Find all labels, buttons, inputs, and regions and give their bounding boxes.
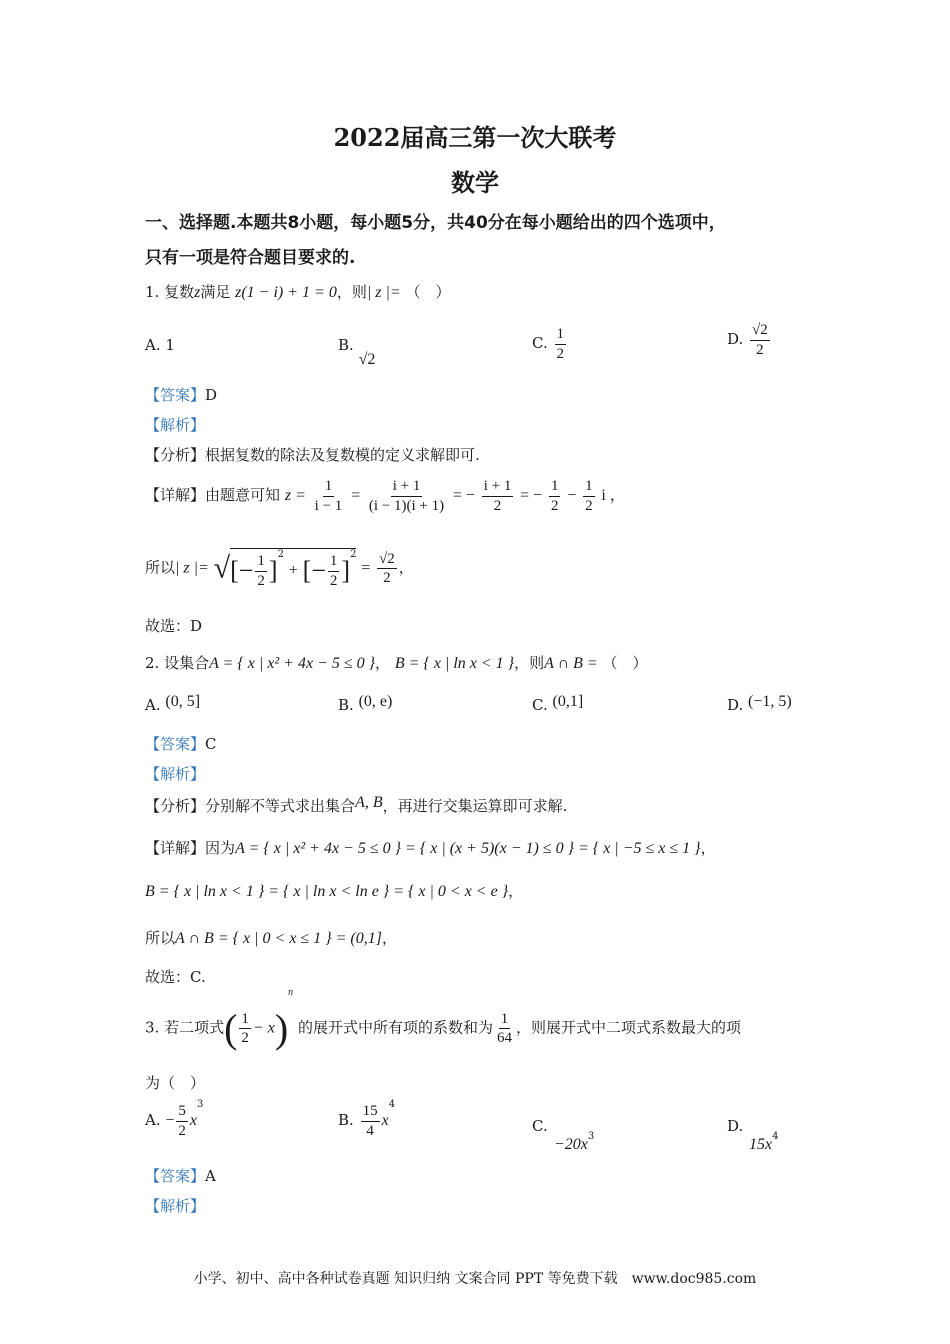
q1-option-d-fraction <box>750 322 770 358</box>
q1-analysis: 【分析】根据复数的除法及复数模的定义求解即可. <box>145 446 480 464</box>
q1-detail-eq1: = <box>351 487 361 504</box>
q1-option-d-num: √2 <box>750 322 770 341</box>
q2-analysis-tag: 【解析】 <box>145 765 206 783</box>
q1-detail-frac5-den: 2 <box>585 497 593 514</box>
q1-detail-minus: − <box>567 487 577 504</box>
q2-b-eq: B = { x | ln x < 1 } = { x | ln x < ln e } = { x | 0 < x < e } <box>145 883 509 900</box>
q2-option-b-value: (0, e) <box>358 693 393 710</box>
q3-option-d-value: 15x <box>749 1136 773 1153</box>
q1-detail: 【详解】由题意可知 z = $\frac{1}{i - 1}$ = $\frac{i + 1}{(i - 1)(i + 1)}$ = − $\frac{i + 1}{2}$ = − $\frac{1}{2}$ − $\frac{1}{2}$ i ， <box>145 478 626 514</box>
q1-mod-sq-a: 2 <box>277 549 284 560</box>
q1-detail-frac1-num: 1 <box>323 478 335 497</box>
q1-detail-frac1 <box>313 478 345 514</box>
q1-detail-eq2: = − <box>452 487 475 504</box>
sqrt-icon: √ <box>213 551 231 585</box>
q1-var: z <box>194 284 201 301</box>
q2-option-c-label: C. <box>532 696 548 714</box>
q3-tail: ，则展开式中二项式系数最大的项 <box>515 1018 741 1037</box>
q3-analysis-label: 解析 <box>160 1197 191 1215</box>
q1-option-c-den: 2 <box>556 345 564 362</box>
q2-analysis: 【分析】分别解不等式求出集合A, B，再进行交集运算即可求解. <box>145 794 568 815</box>
q3-option-a-label: A. <box>145 1111 161 1129</box>
q1-answer-value: D <box>205 386 218 404</box>
q1-detail-eq3: = − <box>520 487 543 504</box>
q2-analysis-tail: ，再进行交集运算即可求解. <box>382 797 568 815</box>
q1-modulus-eq: | z |= <box>175 559 209 577</box>
q1-option-d <box>727 322 772 358</box>
q1-option-c <box>532 326 568 362</box>
q1-analysis-heading: 分析 <box>160 446 191 464</box>
q3-option-a-den: 2 <box>178 1122 186 1139</box>
q1-analysis-tag: 【解析】 <box>145 416 206 434</box>
q1-stem <box>145 281 450 302</box>
page-title: 2022届高三第一次大联考 <box>333 123 617 152</box>
q1-mod-frac-a-den: 2 <box>257 572 265 589</box>
q3-stem-line2: 为（ ） <box>145 1074 206 1092</box>
q2-inter-tail: ， <box>381 929 397 947</box>
q2-option-d-value: (−1, 5) <box>748 693 792 710</box>
q3-option-a <box>145 1099 204 1139</box>
q1-mod-result-num: √2 <box>377 551 397 570</box>
q3-option-b-den: 4 <box>366 1122 374 1139</box>
subject-title: 数学 <box>451 168 499 197</box>
q3-binom-den: 2 <box>241 1030 249 1046</box>
q1-mod-frac-b-num: 1 <box>328 553 340 572</box>
q2-b-line <box>145 880 523 901</box>
q3-option-c-label: C. <box>532 1117 548 1135</box>
q2-comma: ， <box>375 654 391 672</box>
q2-detail-tail: ， <box>700 839 716 857</box>
q2-ask: A ∩ B = <box>544 655 598 672</box>
q1-option-b-value: √2 <box>358 351 376 368</box>
q1-detail-frac5-num: 1 <box>583 478 595 497</box>
q2-option-c <box>532 693 584 715</box>
q1-detail-frac3-num: i + 1 <box>482 478 514 497</box>
q3-option-d-label: D. <box>727 1117 744 1135</box>
q3-option-b-label: B. <box>338 1111 354 1129</box>
q3-option-b-x: x <box>381 1112 389 1129</box>
q2-stem <box>145 652 647 673</box>
q2-inter-eq: A ∩ B = { x | 0 < x ≤ 1 } = (0,1] <box>175 930 382 947</box>
q3-mid: 的展开式中所有项的系数和为 <box>297 1018 493 1037</box>
q2-paren: （ ） <box>602 654 648 672</box>
q2-answer-value: C <box>205 735 217 753</box>
section-heading-line2: 只有一项是符合题目要求的. <box>145 248 356 268</box>
q2-analysis-label: 解析 <box>160 765 191 783</box>
q3-sum-den: 64 <box>496 1030 512 1046</box>
q3-binom-num: 1 <box>239 1011 251 1030</box>
q3-option-d <box>727 1117 778 1154</box>
q3-option-b-frac <box>361 1103 380 1139</box>
q3-option-a-num: 5 <box>176 1103 188 1122</box>
q1-detail-frac2 <box>367 478 446 514</box>
q3-binom-exp: n <box>288 987 294 998</box>
q3-answer-value: A <box>205 1167 216 1185</box>
q3-option-b-exp: 4 <box>388 1099 396 1110</box>
q2-option-d <box>727 693 792 715</box>
q1-detail-frac4-num: 1 <box>549 478 561 497</box>
q2-option-a <box>145 693 201 715</box>
q1-mod-tail: ， <box>398 558 414 577</box>
q1-ask: | z |= <box>366 284 401 301</box>
q3-sum-num: 1 <box>499 1011 511 1030</box>
q3-option-c <box>532 1117 594 1154</box>
q1-analysis-label: 解析 <box>160 416 191 434</box>
q2-option-a-label: A. <box>145 696 161 714</box>
q2-option-c-value: (0,1] <box>552 693 584 710</box>
q2-option-d-label: D. <box>727 696 744 714</box>
q1-option-d-den: 2 <box>756 341 764 358</box>
q2-detail: 【详解】因为A = { x | x² + 4x − 5 ≤ 0 } = { x | (x + 5)(x − 1) ≤ 0 } = { x | −5 ≤ x ≤ 1 }， <box>145 839 716 857</box>
q1-modulus: 所以| z |= √[− $\frac{1}{2}$ ]$^2$ + [− $\frac{1}{2}$ ]$^2$ = $\frac{√2}{2}$ ， <box>145 549 414 589</box>
q3-option-b-num: 15 <box>361 1103 380 1122</box>
q1-option-c-fraction <box>555 326 567 362</box>
q1-detail-frac4-den: 2 <box>550 497 559 514</box>
q1-condition: z(1 − i) + 1 = 0 <box>235 284 337 301</box>
q2-setB: B = { x | ln x < 1 } <box>394 655 515 672</box>
q3-option-a-sign: − <box>165 1112 175 1129</box>
q3-option-c-exp: 3 <box>587 1131 595 1142</box>
q2-option-b <box>338 693 393 715</box>
q2-intersection <box>145 927 397 948</box>
q2-answer-label: 答案 <box>160 735 191 753</box>
q2-choose: 故选：C. <box>145 968 206 986</box>
q1-detail-prefix: 由题意可知 <box>205 486 281 504</box>
q3-answer: 【答案】A <box>145 1167 216 1185</box>
q2-answer: 【答案】C <box>145 735 217 753</box>
q3-answer-label: 答案 <box>160 1167 191 1185</box>
q2-analysis-heading: 分析 <box>160 797 191 815</box>
q1-detail-frac3-den: 2 <box>493 497 502 514</box>
right-paren-icon: ) <box>274 1006 289 1051</box>
q3-option-a-frac <box>176 1103 188 1139</box>
q1-mod-plus: + <box>288 562 298 579</box>
q3-analysis-tag: 【解析】 <box>145 1197 206 1215</box>
q1-option-c-label: C. <box>532 334 548 352</box>
q2-detail-heading: 详解 <box>160 839 191 857</box>
q2-inter-prefix: 所以 <box>145 929 176 947</box>
q1-detail-frac2-num: i + 1 <box>391 478 423 497</box>
q1-mid: 满足 <box>200 283 231 301</box>
q3-option-a-x: x <box>189 1112 198 1129</box>
q1-option-b <box>338 336 376 368</box>
q2-analysis-sets: A, B <box>355 794 383 811</box>
q1-detail-frac1-den: i − 1 <box>314 497 343 514</box>
q3-binom-minus: − x <box>252 1019 275 1037</box>
q1-prefix: 1. 复数 <box>145 283 195 301</box>
q3-stem <box>145 987 741 1052</box>
q1-then: ，则 <box>336 283 367 301</box>
q1-mod-result-den: 2 <box>383 570 391 586</box>
q1-option-c-num: 1 <box>555 326 567 345</box>
q2-detail-prefix: 因为 <box>205 839 236 857</box>
q1-option-a: A. 1 <box>145 336 175 354</box>
q1-detail-frac3 <box>482 478 514 514</box>
q3-option-d-exp: 4 <box>772 1131 779 1142</box>
q1-mod-frac-b <box>328 553 340 589</box>
q1-detail-heading: 详解 <box>160 486 191 504</box>
q1-answer-label: 答案 <box>160 386 191 404</box>
q2-option-b-label: B. <box>338 696 354 714</box>
q1-mod-frac-a-num: 1 <box>255 553 267 572</box>
q1-mod-sq-b: 2 <box>350 549 357 560</box>
q1-detail-tail: i ， <box>601 487 626 504</box>
q1-detail-z: z = <box>284 487 306 504</box>
q3-option-c-value: −20x <box>554 1136 588 1153</box>
q1-option-d-label: D. <box>727 330 744 348</box>
q1-mod-frac-b-den: 2 <box>329 572 338 589</box>
q2-b-tail: ， <box>508 882 524 900</box>
q3-sum-frac <box>495 1011 514 1047</box>
q1-answer: 【答案】D <box>145 386 218 404</box>
q3-prefix: 3. 若二项式 <box>145 1018 225 1037</box>
q1-detail-frac4 <box>549 478 561 514</box>
q2-detail-eq: A = { x | x² + 4x − 5 ≤ 0 } = { x | (x + 5)(x − 1) ≤ 0 } = { x | −5 ≤ x ≤ 1 } <box>235 840 701 857</box>
q1-analysis-text: 根据复数的除法及复数模的定义求解即可. <box>205 446 480 464</box>
page-footer: 小学、初中、高中各种试卷真题 知识归纳 文案合同 PPT 等免费下载 www.doc985.com <box>193 1271 757 1287</box>
q1-paren: （ ） <box>405 283 451 301</box>
q2-option-a-value: (0, 5] <box>165 693 201 710</box>
q3-option-a-exp: 3 <box>197 1099 204 1110</box>
q1-modulus-radicand: [− $\frac{1}{2}$ ]$^2$ + [− $\frac{1}{2}$ ]$^2$ <box>230 549 357 589</box>
q1-mod-result <box>377 551 397 587</box>
q3-option-b <box>338 1099 396 1139</box>
q1-option-b-label: B. <box>338 336 354 354</box>
q1-modulus-prefix: 所以 <box>145 558 176 577</box>
q2-then: ，则 <box>514 654 545 672</box>
q3-binom-frac <box>239 1011 251 1047</box>
q1-choose: 故选：D <box>145 617 203 635</box>
q1-detail-frac5 <box>583 478 595 514</box>
q1-mod-frac-a <box>255 553 267 589</box>
left-paren-icon: ( <box>224 1006 238 1051</box>
q2-prefix: 2. 设集合 <box>145 654 210 672</box>
q1-detail-frac2-den: (i − 1)(i + 1) <box>368 497 445 514</box>
section-heading-line1: 一、选择题.本题共8小题，每小题5分，共40分在每小题给出的四个选项中， <box>145 213 726 233</box>
q2-setA: A = { x | x² + 4x − 5 ≤ 0 } <box>209 655 376 672</box>
q2-analysis-text: 分别解不等式求出集合 <box>205 797 356 815</box>
